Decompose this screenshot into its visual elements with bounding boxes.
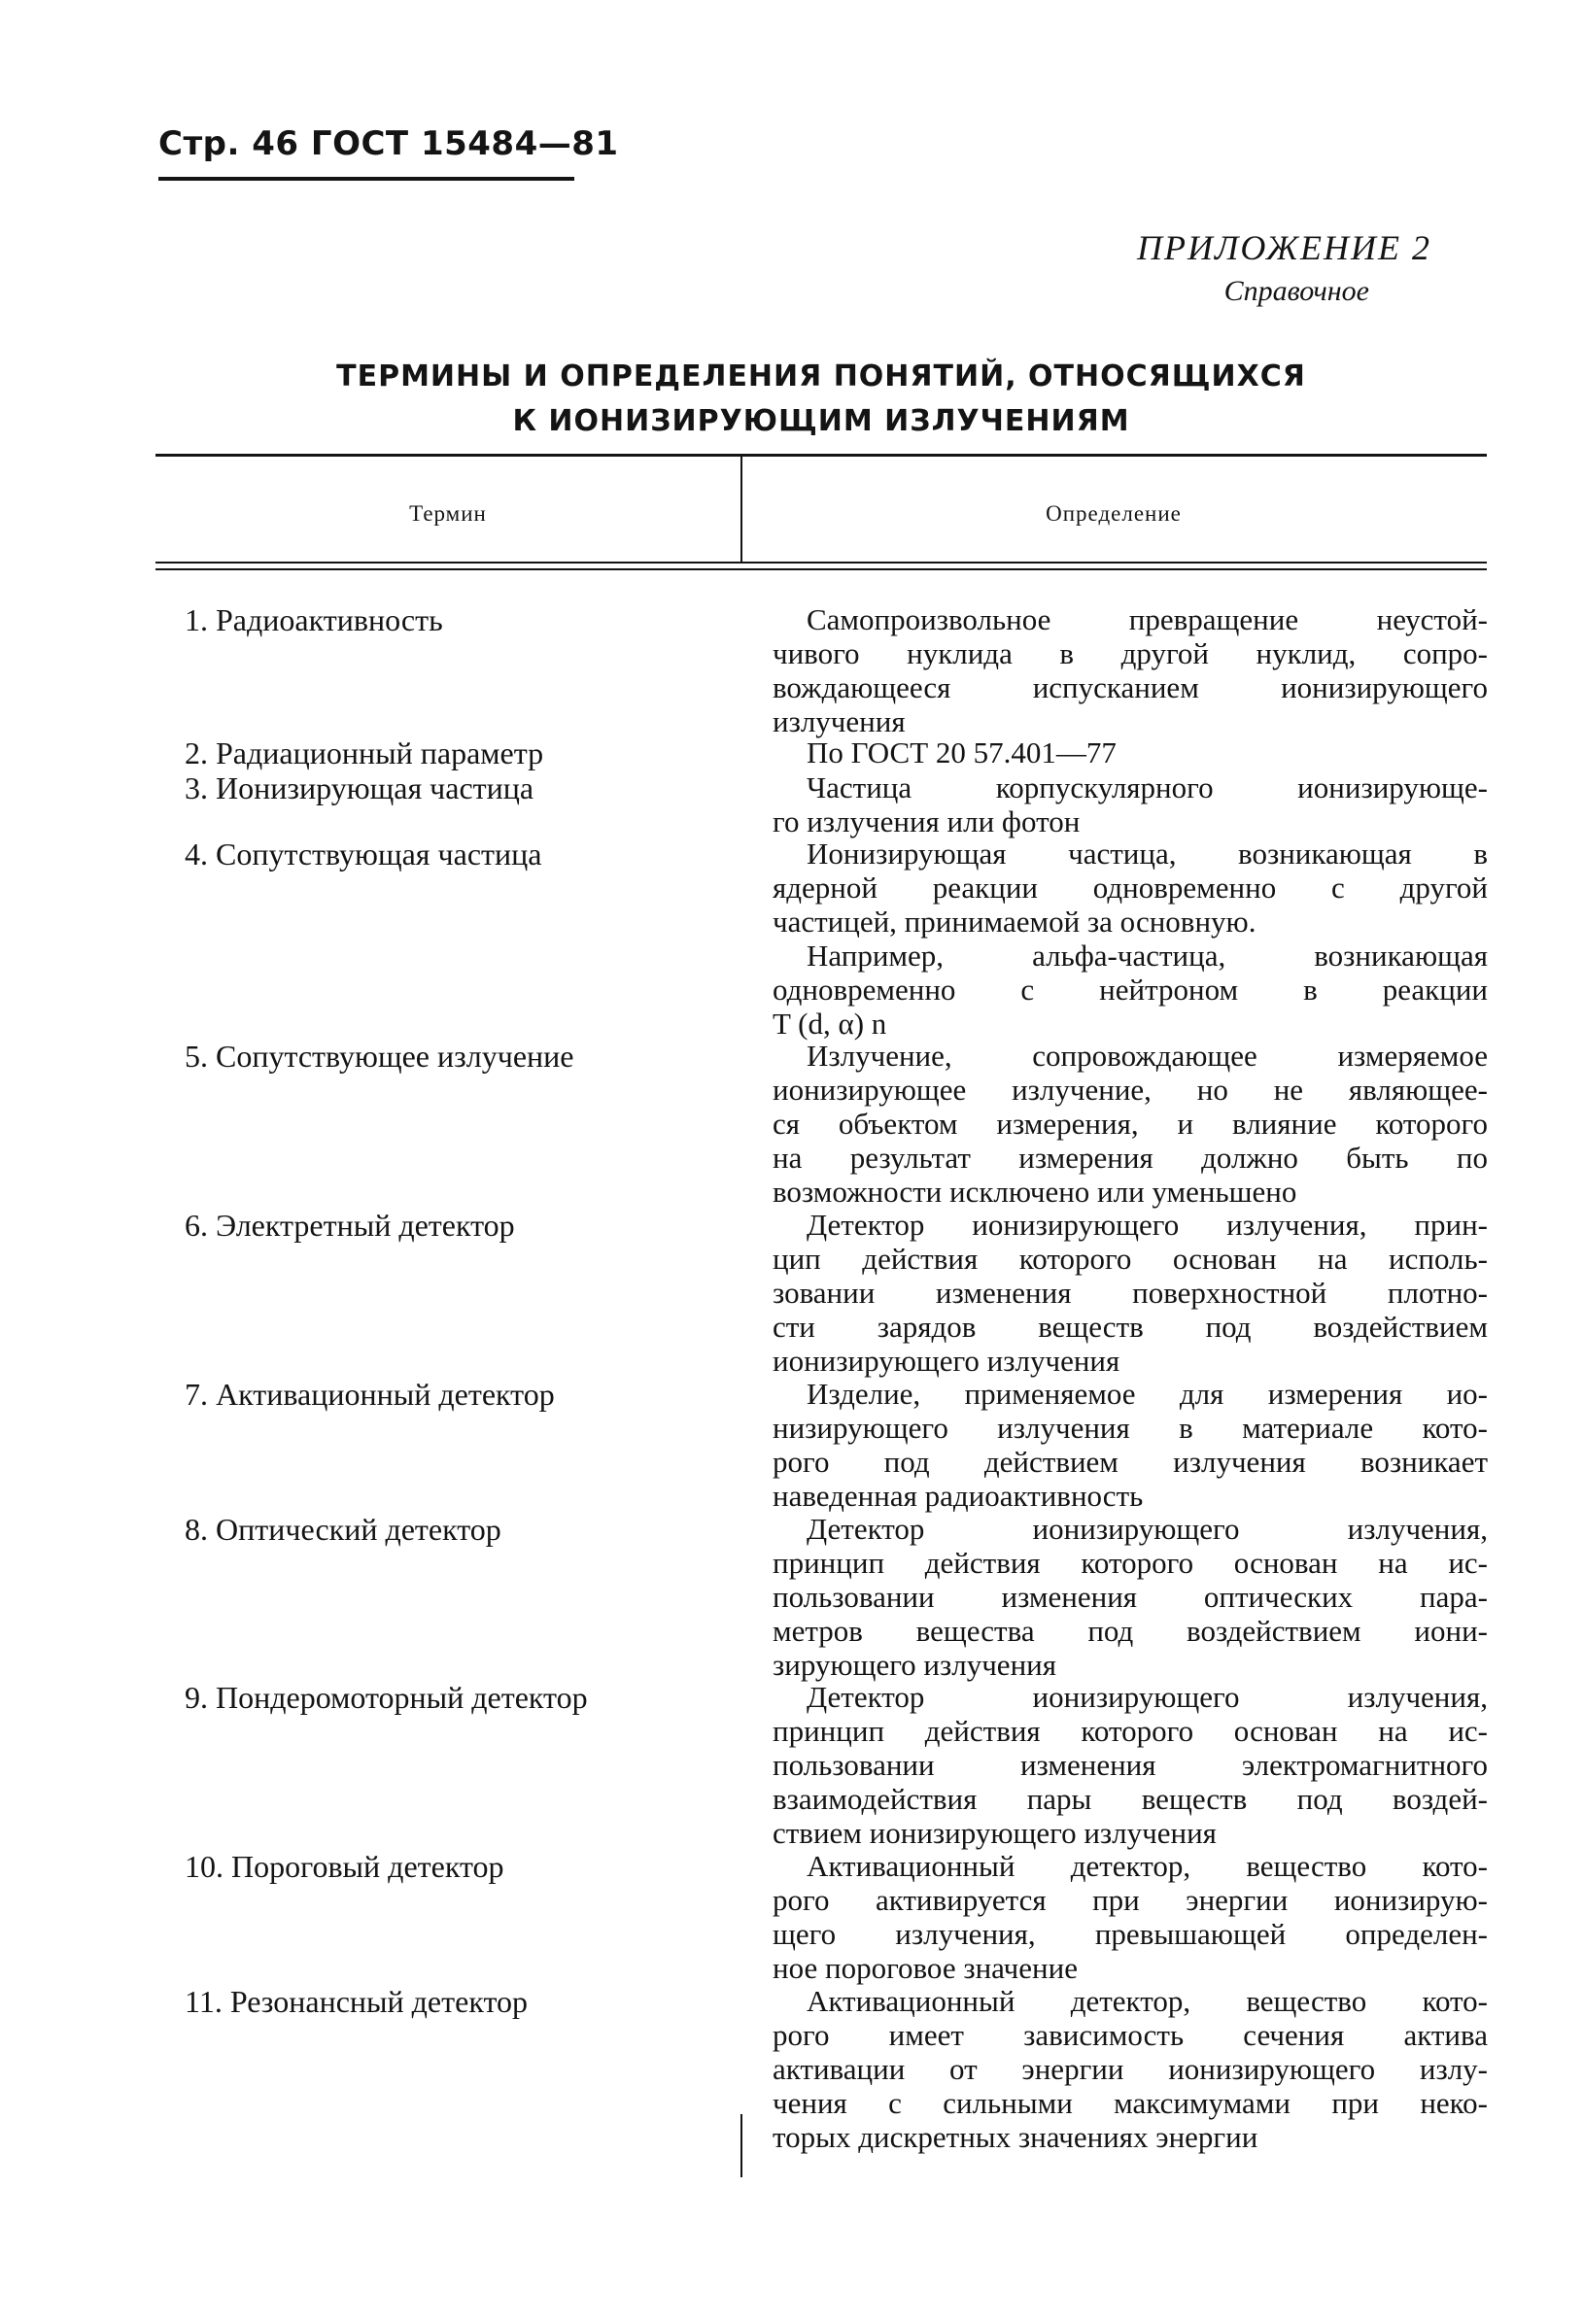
definition-11 [773,1984,1488,2154]
definition-line: Излучение, сопровождающее измеряемое [807,1039,1488,1073]
definition-line: чивого нуклида в другой нуклид, сопро- [773,636,1488,670]
term-8: 8. Оптический детектор [185,1512,501,1547]
definition-7 [773,1377,1488,1513]
definition-line: принцип действия которого основан на ис- [773,1714,1488,1748]
table-top-rule [155,454,1487,457]
definition-line: ионизирующего излучения [773,1344,1120,1378]
document-title-line-2: К ИОНИЗИРУЮЩИМ ИЗЛУЧЕНИЯМ [512,404,1130,438]
definition-line: сти зарядов веществ под воздействием [773,1310,1488,1344]
page-header-text: Стр. 46 ГОСТ 15484—81 [158,124,619,163]
appendix-title: ПРИЛОЖЕНИЕ 2 [1137,228,1431,267]
definition-line: ное пороговое значение [773,1951,1078,1985]
appendix-subtitle: Справочное [1223,275,1369,307]
column-header-term: Термин [409,501,487,526]
definition-line: го излучения или фотон [773,804,1081,838]
definition-line: ствием ионизирующего излучения [773,1816,1217,1850]
header-underline [158,177,574,181]
definition-4 [773,837,1488,1041]
definition-line: наведенная радиоактивность [773,1479,1144,1513]
definition-line: Детектор ионизирующего излучения, прин- [807,1208,1488,1242]
definition-1 [773,602,1488,738]
definition-line: возможности исключено или уменьшено [773,1175,1297,1209]
definition-9 [773,1680,1488,1850]
definition-line: По ГОСТ 20 57.401—77 [807,735,1117,769]
definition-6 [773,1208,1488,1378]
term-6: 6. Электретный детектор [185,1208,515,1243]
definition-line: ионизирующее излучение, но не являющее- [773,1073,1488,1107]
definition-line: Например, альфа-частица, возникающая [807,939,1488,973]
column-header-definition: Определение [1046,501,1182,526]
definition-10 [773,1849,1488,1985]
definition-line: рого имеет зависимость сечения актива [773,2018,1488,2052]
definition-5 [773,1039,1488,1209]
definition-line: Изделие, применяемое для измерения ио- [807,1377,1488,1411]
document-title [155,355,1487,444]
definition-line: T (d, α) n [773,1007,887,1041]
definition-line: ядерной реакции одновременно с другой [773,871,1488,905]
appendix-label [1137,227,1431,311]
definition-line: Детектор ионизирующего излучения, [807,1680,1488,1714]
document-title-line-1: ТЕРМИНЫ И ОПРЕДЕЛЕНИЯ ПОНЯТИЙ, ОТНОСЯЩИХСЯ [336,359,1306,393]
term-7: 7. Активационный детектор [185,1377,555,1412]
column-divider-header [740,457,742,564]
definition-line: частицей, принимаемой за основную. [773,905,1256,939]
definition-line: Самопроизвольное превращение неустой- [807,602,1488,636]
term-2: 2. Радиационный параметр [185,735,544,770]
table-header-rule-2 [155,568,1487,570]
definition-line: принцип действия которого основан на ис- [773,1546,1488,1580]
definition-line: зирующего излучения [773,1648,1057,1682]
definition-line: Частица корпускулярного ионизирующе- [807,770,1488,804]
definition-line: взаимодействия пары веществ под воздей- [773,1782,1488,1816]
term-11: 11. Резонансный детектор [185,1984,528,2019]
definition-line: ся объектом измерения, и влияние которого [773,1107,1488,1141]
definition-line: пользовании изменения оптических пара- [773,1580,1488,1614]
definition-8 [773,1512,1488,1682]
definition-line: торых дискретных значениях энергии [773,2120,1258,2154]
table-header-rule-1 [155,562,1487,564]
definition-line: Активационный детектор, вещество кото- [807,1849,1488,1883]
definition-line: одновременно с нейтроном в реакции [773,973,1488,1007]
definition-line: метров вещества под воздействием иони- [773,1614,1488,1648]
definition-line: активации от энергии ионизирующего излу- [773,2052,1488,2086]
term-3: 3. Ионизирующая частица [185,770,534,805]
definition-line: низирующего излучения в материале кото- [773,1411,1488,1445]
definition-2 [773,735,1488,769]
definition-line: Ионизирующая частица, возникающая в [807,837,1488,871]
definition-3 [773,770,1488,838]
definition-line: чения с сильными максимумами при неко- [773,2086,1488,2120]
definition-line: рого под действием излучения возникает [773,1445,1488,1479]
definition-line: рого активируется при энергии ионизирую- [773,1883,1488,1917]
definition-line: на результат измерения должно быть по [773,1141,1488,1175]
term-4: 4. Сопутствующая частица [185,837,542,872]
term-1: 1. Радиоактивность [185,602,443,637]
term-10: 10. Пороговый детектор [185,1849,504,1884]
definition-line: щего излучения, превышающей определен- [773,1917,1488,1951]
page-header [158,124,619,163]
definition-line: излучения [773,704,906,738]
definition-line: зовании изменения поверхностной плотно- [773,1276,1488,1310]
definition-line: пользовании изменения электромагнитного [773,1748,1488,1782]
column-divider-body [740,2114,742,2177]
definition-line: Детектор ионизирующего излучения, [807,1512,1488,1546]
definition-line: Активационный детектор, вещество кото- [807,1984,1488,2018]
definition-line: вождающееся испусканием ионизирующего [773,670,1488,704]
definition-line: цип действия которого основан на исполь- [773,1242,1488,1276]
term-9: 9. Пондеромоторный детектор [185,1680,588,1715]
term-5: 5. Сопутствующее излучение [185,1039,574,1074]
